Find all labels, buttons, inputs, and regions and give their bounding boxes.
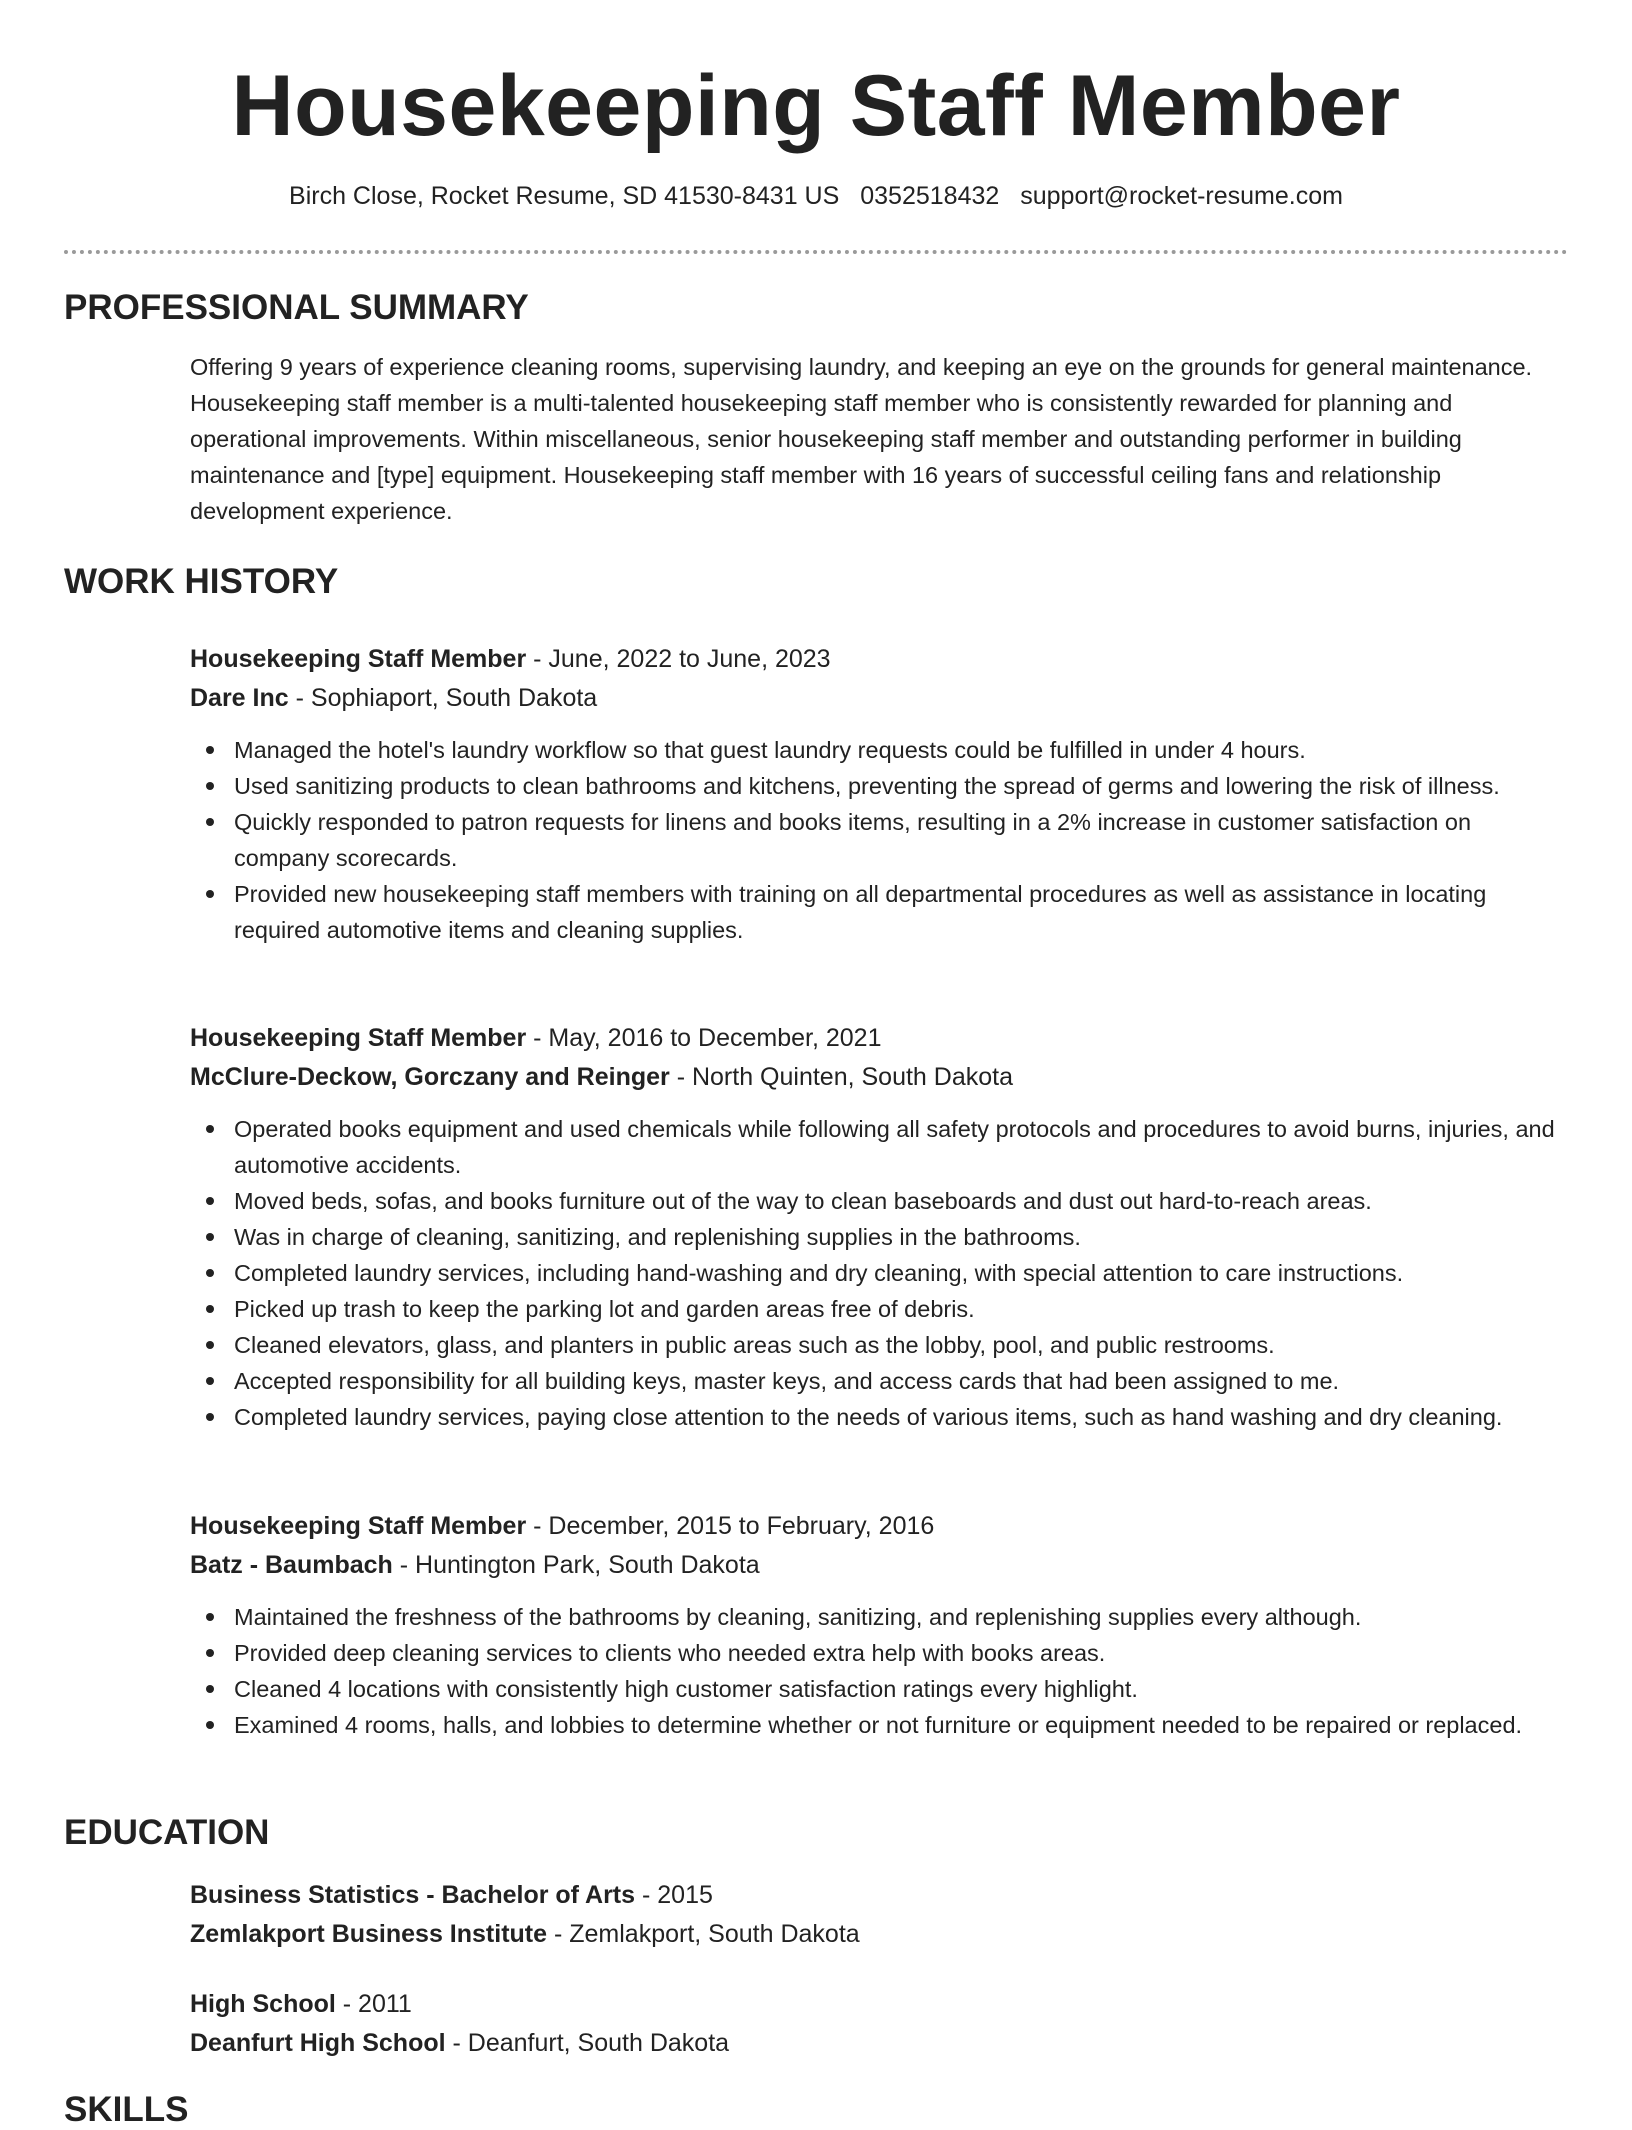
job-bullets [190,1599,1568,1743]
job-entry [190,640,1568,948]
education-school-line [190,2024,1568,2063]
job-location: - Huntington Park, South Dakota [392,1551,760,1579]
contact-address: Birch Close, Rocket Resume, SD 41530-8431 US [289,182,840,210]
job-company-line [190,679,1568,718]
job-location: - Sophiaport, South Dakota [288,684,598,712]
job-bullet: Completed laundry services, including hand-washing and dry cleaning, with special attention to care instructions. [234,1255,1568,1291]
job-title-line [190,1507,1568,1546]
job-bullet: Provided new housekeeping staff members with training on all departmental procedures as well as assistance in locating required automotive items and cleaning supplies. [234,876,1568,948]
job-bullets [190,732,1568,948]
job-bullet: Moved beds, sofas, and books furniture out of the way to clean baseboards and dust out hard-to-reach areas. [234,1183,1568,1219]
header-divider [64,250,1568,254]
education-location: - Deanfurt, South Dakota [445,2029,730,2057]
job-company-line [190,1058,1568,1097]
section-title-skills: SKILLS [64,2090,189,2129]
education-year: - 2011 [335,1990,412,2018]
education-school: Deanfurt High School [190,2029,446,2057]
job-company: McClure-Deckow, Gorczany and Reinger [190,1063,670,1091]
job-bullet: Maintained the freshness of the bathrooms by cleaning, sanitizing, and replenishing supplies every although. [234,1599,1568,1635]
job-title: Housekeeping Staff Member [190,1512,527,1540]
job-entry [190,1507,1568,1743]
section-title-education: EDUCATION [64,1813,270,1852]
job-title: Housekeeping Staff Member [190,645,527,673]
job-bullet: Was in charge of cleaning, sanitizing, and replenishing supplies in the bathrooms. [234,1219,1568,1255]
job-bullet: Examined 4 rooms, halls, and lobbies to determine whether or not furniture or equipment needed to be repaired or replaced. [234,1707,1568,1743]
education-degree-line [190,1985,1568,2024]
job-bullet: Cleaned 4 locations with consistently high customer satisfaction ratings every highlight. [234,1671,1568,1707]
section-title-summary: PROFESSIONAL SUMMARY [64,288,529,327]
resume-page [64,0,1568,2129]
job-bullet: Provided deep cleaning services to clients who needed extra help with books areas. [234,1635,1568,1671]
education-entry [190,1985,1568,2063]
candidate-name: Housekeeping Staff Member [231,58,1401,154]
job-bullet: Used sanitizing products to clean bathrooms and kitchens, preventing the spread of germs and lowering the risk of illness. [234,768,1568,804]
contact-phone: 0352518432 [860,182,1000,210]
education-degree: High School [190,1990,336,2018]
job-bullet: Picked up trash to keep the parking lot and garden areas free of debris. [234,1291,1568,1327]
contact-email: support@rocket-resume.com [1020,182,1343,210]
job-bullet: Managed the hotel's laundry workflow so that guest laundry requests could be fulfilled in under 4 hours. [234,732,1568,768]
summary-text: Offering 9 years of experience cleaning rooms, supervising laundry, and keeping an eye on the grounds for general maintenance. Housekeeping staff member is a multi-talented housekeeping staff member who is consistently rewarded for planning and operational improvements. Within miscellaneous, senior housekeeping staff member and outstanding performer in building maintenance and [type] equipment. Housekeeping staff member with 16 years of successful ceiling fans and relationship development experience. [190,354,1533,524]
job-title: Housekeeping Staff Member [190,1024,527,1052]
job-dates: - December, 2015 to February, 2016 [526,1512,935,1540]
job-title-line [190,1019,1568,1058]
job-bullets [190,1111,1568,1435]
education-degree-line [190,1876,1568,1915]
job-bullet: Quickly responded to patron requests for linens and books items, resulting in a 2% increase in customer satisfaction on company scorecards. [234,804,1568,876]
job-company: Batz - Baumbach [190,1551,393,1579]
summary-block [190,349,1568,529]
job-bullet: Completed laundry services, paying close attention to the needs of various items, such as hand washing and dry cleaning. [234,1399,1568,1435]
job-entry [190,1019,1568,1435]
job-company-line [190,1546,1568,1585]
education-degree: Business Statistics - Bachelor of Arts [190,1881,636,1909]
job-dates: - May, 2016 to December, 2021 [526,1024,882,1052]
job-bullet: Operated books equipment and used chemicals while following all safety protocols and procedures to avoid burns, injuries, and automotive accidents. [234,1111,1568,1183]
job-bullet: Accepted responsibility for all building keys, master keys, and access cards that had been assigned to me. [234,1363,1568,1399]
job-location: - North Quinten, South Dakota [669,1063,1013,1091]
job-title-line [190,640,1568,679]
education-school: Zemlakport Business Institute [190,1920,548,1948]
education-school-line [190,1915,1568,1954]
job-bullet: Cleaned elevators, glass, and planters in public areas such as the lobby, pool, and public restrooms. [234,1327,1568,1363]
job-dates: - June, 2022 to June, 2023 [526,645,831,673]
section-title-work-history: WORK HISTORY [64,562,339,601]
job-company: Dare Inc [190,684,289,712]
education-location: - Zemlakport, South Dakota [547,1920,860,1948]
contact-line [64,180,1568,212]
education-year: - 2015 [635,1881,713,1909]
education-entry [190,1876,1568,1954]
